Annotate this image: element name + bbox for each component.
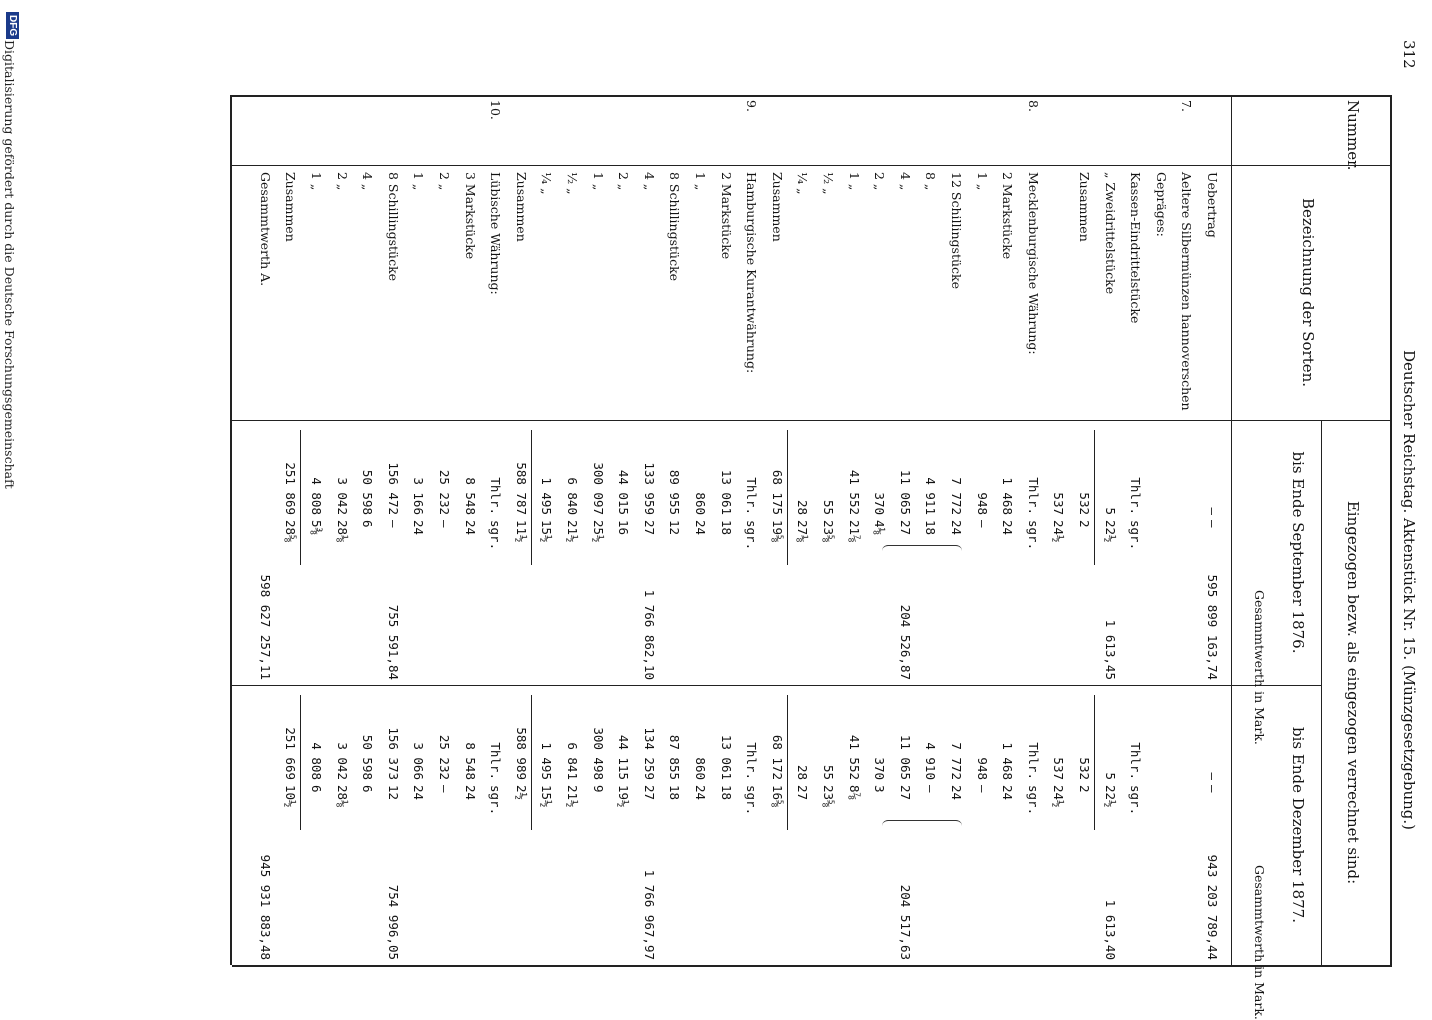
cell-label: Gesammtwerth A.: [257, 172, 273, 287]
cell-label: 1 „: [590, 172, 606, 191]
cell-nr: 7.: [1179, 100, 1195, 112]
cell-label: Kassen-Eindrittelstücke: [1128, 172, 1144, 324]
cell-s1: —: [385, 520, 401, 528]
cell-s2: 27: [641, 785, 657, 801]
cell-t1: 532: [1077, 492, 1092, 515]
cell-s2: sgr.: [1128, 785, 1144, 816]
cell-label: ¼ „: [795, 172, 811, 195]
cell-t2: 537: [1051, 757, 1067, 780]
cell-t2: 11 065: [897, 734, 913, 780]
cell-s2: —: [974, 785, 990, 793]
cell-s1: 27⅛: [795, 520, 811, 543]
cell-t1: 133 959: [641, 462, 657, 515]
cell-s2: 6: [309, 785, 324, 793]
cell-t2: 860: [693, 757, 708, 780]
cell-t2: —: [1205, 772, 1220, 780]
cell-t2: 156 373: [385, 727, 401, 780]
cell-t2: 50 598: [360, 734, 376, 780]
cell-label: 2 „: [334, 172, 350, 191]
cell-s1: 16: [616, 520, 632, 536]
cell-label: 8 Schillingstücke: [385, 172, 401, 282]
cell-s2: 18: [667, 785, 683, 801]
cell-t2: 44 115: [616, 734, 632, 780]
cell-s2: 24: [949, 785, 964, 801]
cell-label: „ Zweidrittelstücke: [1102, 172, 1118, 295]
cell-s2: 24: [411, 785, 427, 801]
cell-s2: 21½: [565, 785, 580, 808]
cell-label: ½ „: [565, 172, 580, 195]
cell-s1: 24: [1000, 520, 1016, 536]
cell-label: 4 „: [641, 172, 657, 191]
cell-label: Hamburgische Kurantwährung:: [744, 172, 760, 374]
cell-s1: 18: [923, 520, 939, 536]
cell-t1: 25 232: [437, 469, 452, 515]
cell-t2: Thlr.: [744, 742, 760, 780]
cell-t2: 948: [974, 757, 990, 780]
cell-t1: 11 065: [897, 469, 913, 515]
cell-s1: 5⅜: [309, 520, 324, 536]
cell-t1: 5: [1102, 507, 1118, 515]
cell-t2: 6 841: [565, 742, 580, 780]
cell-t1: 13 061: [718, 469, 734, 515]
cell-t2: 532: [1077, 757, 1092, 780]
cell-t1: 8 548: [462, 477, 478, 515]
cell-t2: 87 855: [667, 734, 683, 780]
cell-t1: 89 955: [667, 469, 683, 515]
cell-t1: Thlr.: [1025, 477, 1041, 515]
cell-s2: 8⅞: [846, 785, 862, 801]
cell-s1: 24: [693, 520, 708, 536]
page-number: 312: [1400, 40, 1418, 69]
cell-s2: 27: [795, 785, 811, 801]
cell-s1: 2: [1077, 520, 1092, 528]
cell-t2: 41 552: [846, 734, 862, 780]
cell-label: 1 „: [693, 172, 708, 191]
cell-t1: 50 598: [360, 469, 376, 515]
cell-label: Zusammen: [1077, 172, 1092, 242]
cell-t2: 4 910: [923, 742, 939, 780]
dfg-logo: DFG: [6, 12, 19, 39]
cell-t1: 4 808: [309, 477, 324, 515]
cell-s1: 11½: [513, 520, 529, 543]
cell-s2: 24: [462, 785, 478, 801]
cell-t2: 134 259: [641, 727, 657, 780]
cell-t1: 300 097: [590, 462, 606, 515]
cell-s1: 25½: [590, 520, 606, 543]
cell-s2: 16⅝: [769, 785, 785, 808]
cell-s1: sgr.: [1025, 520, 1041, 551]
cell-m1: 595 899 163,74: [1205, 574, 1220, 680]
cell-label: Zusammen: [769, 172, 785, 242]
cell-s1: 28⅛: [334, 520, 350, 543]
cell-s2: 23⅝: [821, 785, 836, 808]
cell-s2: 27: [897, 785, 913, 801]
cell-label: 1 „: [309, 172, 324, 191]
cell-label: 1 „: [974, 172, 990, 191]
cell-s2: 6: [360, 785, 376, 793]
cell-s2: sgr.: [488, 785, 504, 816]
cell-t2: 5: [1102, 772, 1118, 780]
cell-label: 12 Schillingstücke: [949, 172, 964, 289]
cell-nr: 8.: [1025, 100, 1041, 112]
cell-s2: sgr.: [744, 785, 760, 816]
cell-m1: 1 613,45: [1102, 619, 1118, 680]
cell-t1: 370: [872, 492, 888, 515]
cell-s2: —: [437, 785, 452, 793]
cell-t2: 8 548: [462, 742, 478, 780]
cell-label: 2 „: [437, 172, 452, 191]
cell-s2: 22½: [1102, 785, 1118, 808]
cell-t1: 4 911: [923, 477, 939, 515]
cell-s1: 24: [411, 520, 427, 536]
cell-s1: 28⅝: [283, 520, 299, 543]
cell-s2: 15½: [539, 785, 555, 808]
cell-t1: 948: [974, 492, 990, 515]
cell-m2: 1 613,40: [1102, 899, 1118, 960]
col-header-nummer: Nummer.: [1344, 100, 1362, 171]
cell-t2: 25 232: [437, 734, 452, 780]
cell-label: 8 Schillingstücke: [667, 172, 683, 282]
cell-s2: 2½: [513, 785, 529, 801]
cell-m1: 204 526,87: [897, 604, 913, 680]
cell-s1: 6: [360, 520, 376, 528]
cell-s2: 24: [693, 785, 708, 801]
cell-s2: 2: [1077, 785, 1092, 793]
cell-nr: 9.: [744, 100, 760, 112]
cell-s1: 27: [641, 520, 657, 536]
cell-t2: 1 495: [539, 742, 555, 780]
cell-m2: 1 766 967,97: [641, 869, 657, 960]
cell-t2: 370: [872, 757, 888, 780]
cell-t1: 68 175: [769, 469, 785, 515]
cell-t2: Thlr.: [488, 742, 504, 780]
cell-t2: 251 669: [283, 727, 299, 780]
cell-m1: 598 627 257,11: [257, 574, 273, 680]
running-title: Deutscher Reichstag. Aktenstück Nr. 15. (Münzgesetzgebung.): [1400, 350, 1418, 830]
cell-m1: 755 591,84: [385, 604, 401, 680]
cell-label: 1 „: [846, 172, 862, 191]
col-header-period-2: bis Ende Dezember 1877.: [1289, 727, 1307, 923]
cell-t2: 3 042: [334, 742, 350, 780]
cell-t1: 251 869: [283, 462, 299, 515]
cell-m2: 754 996,05: [385, 884, 401, 960]
cell-s2: sgr.: [1025, 785, 1041, 816]
cell-s1: 19⅝: [769, 520, 785, 543]
cell-s1: 24: [949, 520, 964, 536]
cell-t1: 3 042: [334, 477, 350, 515]
cell-label: 2 Markstücke: [1000, 172, 1016, 260]
cell-s2: 18: [718, 785, 734, 801]
cell-s1: 21½: [565, 520, 580, 543]
cell-m1: 1 766 862,10: [641, 589, 657, 680]
cell-t2: 28: [795, 764, 811, 780]
cell-t1: 1 495: [539, 477, 555, 515]
cell-t2: 300 498: [590, 727, 606, 780]
cell-s1: —: [974, 520, 990, 528]
cell-m2: 945 931 883,48: [257, 854, 273, 960]
cell-t2: 13 061: [718, 734, 734, 780]
cell-s2: 28⅛: [334, 785, 350, 808]
cell-t1: 3 166: [411, 477, 427, 515]
cell-t2: 68 172: [769, 734, 785, 780]
cell-s2: 12: [385, 785, 401, 801]
cell-s1: 18: [718, 520, 734, 536]
cell-s2: —: [1205, 785, 1220, 793]
cell-s1: 15½: [539, 520, 555, 543]
cell-s1: sgr.: [744, 520, 760, 551]
cell-nr: 10.: [488, 100, 504, 120]
cell-t2: 4 808: [309, 742, 324, 780]
funding-note: Digitalisierung gefördert durch die Deutsche Forschungsgemeinschaft: [2, 40, 17, 489]
cell-t2: Thlr.: [1128, 742, 1144, 780]
cell-s1: 24½: [1051, 520, 1067, 543]
cell-s2: 24: [1000, 785, 1016, 801]
cell-label: 8 „: [923, 172, 939, 191]
cell-s1: 23⅝: [821, 520, 836, 543]
cell-s2: 24½: [1051, 785, 1067, 808]
col-header-gesamt-2: Gesammtwerth in Mark.: [1252, 865, 1267, 1020]
cell-label: 2 „: [872, 172, 888, 191]
cell-t1: 6 840: [565, 477, 580, 515]
cell-t1: 588 787: [513, 462, 529, 515]
cell-label: Lübische Währung:: [488, 172, 504, 295]
cell-t1: 41 552: [846, 469, 862, 515]
cell-s1: 12: [667, 520, 683, 536]
cell-t2: 1 468: [1000, 742, 1016, 780]
cell-label: Aeltere Silbermünzen hannoverschen: [1179, 172, 1195, 411]
cell-t1: Thlr.: [488, 477, 504, 515]
cell-s2: 10½: [283, 785, 299, 808]
cell-t1: 44 015: [616, 469, 632, 515]
cell-s1: 27: [897, 520, 913, 536]
cell-label: Zusammen: [513, 172, 529, 242]
cell-t1: 1 468: [1000, 477, 1016, 515]
cell-label: Gepräges:: [1153, 172, 1169, 237]
cell-t1: Thlr.: [1128, 477, 1144, 515]
cell-s1: —: [437, 520, 452, 528]
cell-t1: Thlr.: [744, 477, 760, 515]
cell-label: Uebertrag: [1205, 172, 1220, 238]
cell-label: 1 „: [411, 172, 427, 191]
cell-t2: Thlr.: [1025, 742, 1041, 780]
cell-s2: —: [923, 785, 939, 793]
cell-label: 2 Markstücke: [718, 172, 734, 260]
cell-t1: —: [1205, 507, 1220, 515]
cell-label: Zusammen: [283, 172, 299, 242]
cell-label: ¼ „: [539, 172, 555, 195]
col-header-gesamt-1: Gesammtwerth in Mark.: [1252, 590, 1267, 745]
cell-s1: —: [1205, 520, 1220, 528]
cell-s1: sgr.: [1128, 520, 1144, 551]
cell-t1: 7 772: [949, 477, 964, 515]
cell-s1: 24: [462, 520, 478, 536]
cell-t2: 7 772: [949, 742, 964, 780]
cell-m2: 943 203 789,44: [1205, 854, 1220, 960]
col-header-eingezogen: Eingezogen bezw. als eingezogen verrechnet sind:: [1344, 500, 1362, 885]
cell-t2: 55: [821, 764, 836, 780]
cell-label: 4 „: [360, 172, 376, 191]
cell-label: 2 „: [616, 172, 632, 191]
cell-label: ½ „: [821, 172, 836, 195]
cell-s1: 4⅛: [872, 520, 888, 536]
cell-t1: 28: [795, 499, 811, 515]
cell-t1: 537: [1051, 492, 1067, 515]
cell-s1: 22½: [1102, 520, 1118, 543]
cell-s1: 21⅞: [846, 520, 862, 543]
cell-t2: 3 066: [411, 742, 427, 780]
cell-t2: 588 989: [513, 727, 529, 780]
cell-t1: 55: [821, 499, 836, 515]
col-header-period-1: bis Ende September 1876.: [1289, 451, 1307, 654]
cell-m2: 204 517,63: [897, 884, 913, 960]
cell-s2: 19½: [616, 785, 632, 808]
cell-s1: sgr.: [488, 520, 504, 551]
cell-s2: 3: [872, 785, 888, 793]
cell-label: 3 Markstücke: [462, 172, 478, 260]
col-header-bezeichnung: Bezeichnung der Sorten.: [1299, 197, 1317, 388]
cell-label: 4 „: [897, 172, 913, 191]
cell-label: Mecklenburgische Währung:: [1025, 172, 1041, 355]
cell-t1: 860: [693, 492, 708, 515]
cell-s2: 9: [590, 785, 606, 793]
cell-t1: 156 472: [385, 462, 401, 515]
